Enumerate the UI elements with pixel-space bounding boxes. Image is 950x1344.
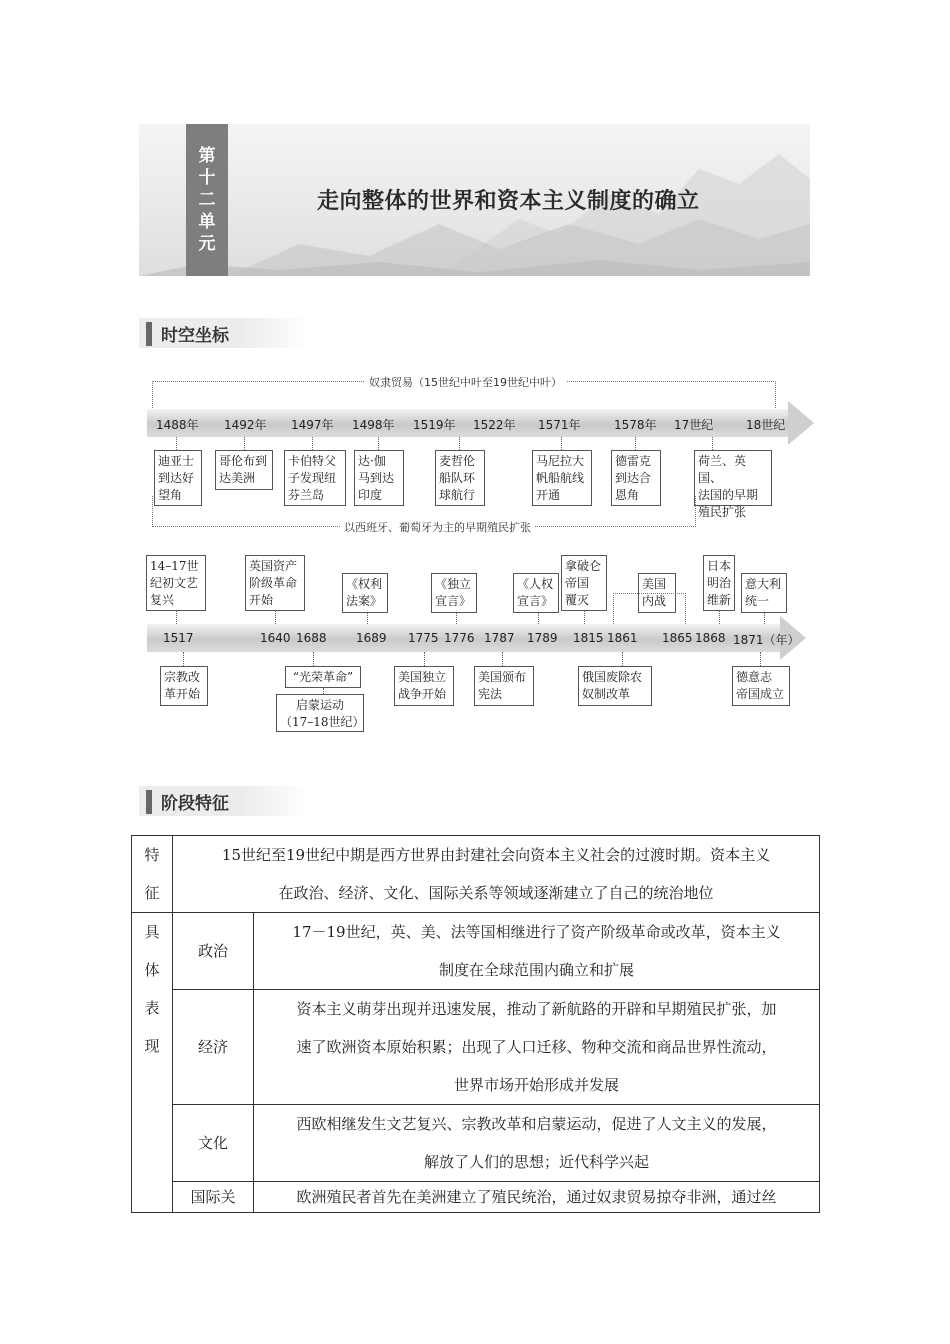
event-box — [146, 555, 206, 611]
cell-line: 体 — [144, 961, 160, 979]
event-box — [578, 666, 652, 706]
event-box — [741, 573, 787, 613]
year-label: 1689 — [356, 631, 387, 645]
heading-bar-icon — [146, 790, 152, 814]
event-line: 卡伯特父 — [288, 454, 337, 468]
event-line: 统一 — [745, 594, 770, 608]
event-box — [245, 555, 305, 611]
year-label: 1688 — [296, 631, 327, 645]
cell-line: 在政治、经济、文化、国际关系等领域逐渐建立了自己的统治地位 — [278, 884, 714, 902]
connector-line — [502, 652, 503, 666]
year-label: 1861 — [607, 631, 638, 645]
event-line: 英国资产 — [249, 559, 298, 573]
stage-features-table — [131, 835, 820, 1213]
year-label: 1498年 — [352, 418, 395, 432]
event-line: 美国 — [642, 577, 667, 591]
event-line: 殖民扩张 — [698, 505, 747, 519]
event-line: 意大利 — [745, 577, 782, 591]
connector-line — [176, 437, 177, 450]
cell-line: 征 — [144, 884, 160, 902]
event-line: 开始 — [249, 593, 274, 607]
cell-line: 制度在全球范围内确立和扩展 — [438, 961, 634, 979]
connector-line — [760, 652, 761, 666]
event-line: 哥伦布到 — [219, 454, 268, 468]
event-box — [703, 555, 735, 611]
detail-label-cell — [132, 913, 173, 1213]
event-line: 美国独立 — [398, 670, 447, 684]
event-line: 内战 — [642, 594, 667, 608]
connector-line — [183, 652, 184, 666]
event-line: 《人权 — [517, 577, 554, 591]
event-line: 宗教改 — [164, 670, 201, 684]
connector-line — [456, 613, 457, 624]
event-line: 马到达 — [358, 471, 395, 485]
connector-line — [764, 613, 765, 624]
unit-label-char: 第 — [198, 146, 216, 166]
content-cell — [254, 913, 820, 990]
event-line: 日本 — [707, 559, 732, 573]
category-cell: 经济 — [173, 990, 254, 1105]
event-box — [561, 555, 607, 611]
event-line: 《权利 — [346, 577, 383, 591]
year-label: 1497年 — [291, 418, 334, 432]
event-line: 帆船航线 — [536, 471, 585, 485]
cell-line: 17－19世纪，英、美、法等国相继进行了资产阶级革命或改革，资本主义 — [292, 923, 781, 941]
event-line: 美国颁布 — [478, 670, 527, 684]
event-line: 船队环 — [439, 471, 476, 485]
event-box — [342, 573, 388, 613]
year-label: 18世纪 — [746, 418, 786, 432]
year-label: 1571年 — [538, 418, 581, 432]
feature-text-cell — [173, 836, 820, 913]
event-line: 到达合 — [615, 471, 652, 485]
year-label: 1519年 — [413, 418, 456, 432]
year-label: 1522年 — [473, 418, 516, 432]
cell-line: 具 — [144, 923, 160, 941]
event-box — [394, 666, 454, 706]
year-label: 1578年 — [614, 418, 657, 432]
event-box — [276, 694, 364, 732]
connector-line — [622, 652, 623, 666]
connector-line — [244, 437, 245, 450]
event-line: （17–18世纪） — [280, 715, 365, 729]
event-box — [732, 666, 790, 706]
event-line: 开通 — [536, 488, 561, 502]
year-label: 1868 — [695, 631, 726, 645]
event-box — [285, 666, 361, 688]
table-row — [132, 990, 820, 1105]
year-label: 1865 — [662, 631, 693, 645]
category-cell: 国际关 — [173, 1182, 254, 1213]
cell-line: 表 — [144, 999, 160, 1017]
arrow-head-icon — [788, 401, 814, 445]
event-line: 德意志 — [736, 670, 773, 684]
connector-line — [635, 437, 636, 450]
cell-line: 速了欧洲资本原始积累；出现了人口迁移、物种交流和商品世界性流动， — [296, 1038, 777, 1056]
feature-label-cell — [132, 836, 173, 913]
section-heading-features — [139, 786, 309, 816]
event-line: 奴制改革 — [582, 687, 631, 701]
heading-bar-icon — [146, 322, 152, 346]
event-line: 拿破仑 — [565, 559, 602, 573]
year-label: 17世纪 — [674, 418, 714, 432]
connector-line — [313, 652, 314, 666]
event-line: 14–17世 — [150, 559, 199, 573]
year-label: 1775 — [408, 631, 439, 645]
year-label: 1488年 — [156, 418, 199, 432]
event-line: 宣言》 — [435, 594, 472, 608]
event-line: 马尼拉大 — [536, 454, 585, 468]
event-line: 达·伽 — [358, 454, 386, 468]
year-label: 1815 — [573, 631, 604, 645]
event-line: 法案》 — [346, 594, 383, 608]
cell-line: 西欧相继发生文艺复兴、宗教改革和启蒙运动，促进了人文主义的发展， — [296, 1115, 777, 1133]
cell-line: 现 — [144, 1037, 160, 1055]
event-line: 维新 — [707, 593, 732, 607]
event-line: 阶级革命 — [249, 576, 298, 590]
connector-line — [312, 437, 313, 450]
event-line: 球航行 — [439, 488, 476, 502]
table-row — [132, 1105, 820, 1182]
content-cell — [254, 1105, 820, 1182]
category-cell: 政治 — [173, 913, 254, 990]
event-box — [160, 666, 208, 706]
event-line: 望角 — [158, 488, 183, 502]
event-line: 宪法 — [478, 687, 503, 701]
event-box — [215, 450, 273, 490]
year-label: 1871（年） — [733, 633, 800, 647]
event-line: 芬兰岛 — [288, 488, 325, 502]
event-line: 麦哲伦 — [439, 454, 476, 468]
unit-banner — [139, 124, 810, 276]
cell-line: 欧洲殖民者首先在美洲建立了殖民统治，通过奴隶贸易掠夺非洲，通过丝 — [296, 1188, 777, 1206]
event-line: 印度 — [358, 488, 383, 502]
event-line: 帝国成立 — [736, 687, 785, 701]
content-cell — [254, 1182, 820, 1213]
connector-line — [424, 652, 425, 666]
section-title: 时空坐标 — [161, 326, 229, 346]
connector-line — [712, 437, 713, 450]
event-line: “光荣革命” — [292, 670, 354, 684]
category-cell: 文化 — [173, 1105, 254, 1182]
unit-number-tab — [186, 124, 228, 276]
event-line: 纪初文艺 — [150, 576, 199, 590]
cell-line: 特 — [144, 846, 160, 864]
event-line: 宣言》 — [517, 594, 554, 608]
civil-war-bracket — [613, 593, 686, 624]
event-line: 德雷克 — [615, 454, 652, 468]
connector-line — [459, 437, 460, 450]
section-title: 阶段特征 — [161, 794, 229, 814]
year-label: 1787 — [484, 631, 515, 645]
unit-label-char: 十 — [198, 168, 216, 188]
event-box — [431, 573, 477, 613]
unit-label-char: 单 — [198, 212, 216, 232]
unit-label-char: 元 — [198, 234, 216, 254]
connector-line — [561, 437, 562, 450]
bracket-label: 以西班牙、葡萄牙为主的早期殖民扩张 — [340, 519, 535, 535]
event-box — [513, 573, 559, 613]
section-heading-timeline — [139, 318, 309, 348]
event-line: 法国的早期 — [698, 488, 759, 502]
event-line: 帝国 — [565, 576, 590, 590]
year-label: 1640 — [260, 631, 291, 645]
bracket-label: 奴隶贸易（15世纪中叶至19世纪中叶） — [365, 374, 566, 390]
cell-line: 资本主义萌芽出现并迅速发展，推动了新航路的开辟和早期殖民扩张，加 — [296, 1000, 777, 1018]
connector-line — [378, 437, 379, 450]
unit-title: 走向整体的世界和资本主义制度的确立 — [317, 188, 700, 214]
event-line: 战争开始 — [398, 687, 447, 701]
year-label: 1517 — [163, 631, 194, 645]
content-cell — [254, 990, 820, 1105]
cell-line: 15世纪至19世纪中期是西方世界由封建社会向资本主义社会的过渡时期。资本主义 — [221, 846, 771, 864]
event-line: 达美洲 — [219, 471, 256, 485]
connector-line — [538, 613, 539, 624]
cell-line: 世界市场开始形成并发展 — [453, 1076, 619, 1094]
connector-line — [367, 613, 368, 624]
event-line: 恩角 — [615, 488, 640, 502]
event-box — [694, 450, 772, 519]
year-label: 1776 — [444, 631, 475, 645]
cell-line: 解放了人们的思想；近代科学兴起 — [423, 1153, 649, 1171]
event-line: 启蒙运动 — [295, 698, 344, 712]
event-line: 荷兰、英国、 — [698, 454, 747, 485]
connector-line — [275, 611, 276, 624]
event-line: 《独立 — [435, 577, 472, 591]
unit-label-char: 二 — [198, 190, 216, 210]
event-line: 覆灭 — [565, 593, 590, 607]
connector-line — [176, 611, 177, 624]
connector-line — [719, 611, 720, 624]
year-label: 1492年 — [224, 418, 267, 432]
event-line: 俄国废除农 — [582, 670, 643, 684]
event-line: 子发现纽 — [288, 471, 337, 485]
event-line: 迪亚士 — [158, 454, 195, 468]
event-line: 复兴 — [150, 593, 175, 607]
connector-line — [584, 611, 585, 624]
table-row — [132, 913, 820, 990]
year-label: 1789 — [527, 631, 558, 645]
table-row — [132, 836, 820, 913]
event-line: 明治 — [707, 576, 732, 590]
table-row — [132, 1182, 820, 1213]
event-line: 到达好 — [158, 471, 195, 485]
event-line: 革开始 — [164, 687, 201, 701]
event-box — [474, 666, 534, 706]
